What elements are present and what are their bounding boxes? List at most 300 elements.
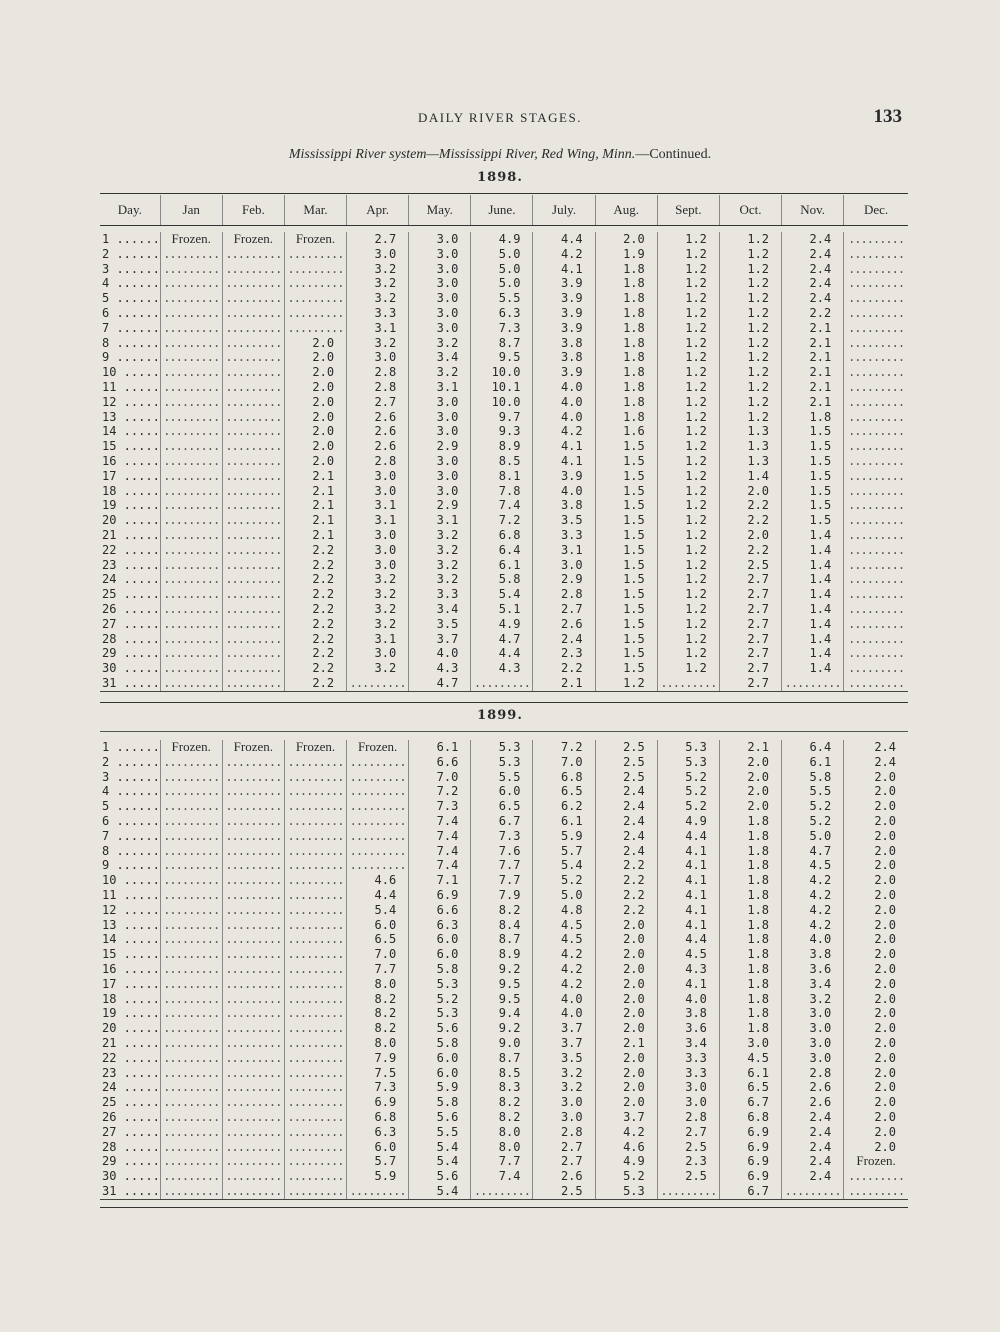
stage-cell: 4.4 <box>471 646 533 661</box>
stage-cell: ......... <box>160 424 222 439</box>
stage-cell: 8.2 <box>347 1006 409 1021</box>
stage-cell: 1.2 <box>657 558 719 573</box>
column-header: Mar. <box>284 195 346 226</box>
table-row <box>100 484 908 499</box>
table-row <box>100 632 908 647</box>
stage-cell: ......... <box>657 1184 719 1199</box>
stage-cell: 2.0 <box>844 873 908 888</box>
stage-cell: 1.2 <box>657 572 719 587</box>
day-cell: 19 ..... <box>102 1006 160 1021</box>
stage-cell: ......... <box>844 484 908 499</box>
stage-cell: 2.0 <box>595 947 657 962</box>
stage-cell: ......... <box>844 276 908 291</box>
stage-cell: ......... <box>222 365 284 380</box>
stage-cell: ......... <box>844 587 908 602</box>
stage-cell: 1.8 <box>719 947 781 962</box>
stage-cell: ......... <box>222 513 284 528</box>
stage-cell: ......... <box>160 829 222 844</box>
stage-cell: 3.0 <box>657 1080 719 1095</box>
stage-cell: 3.2 <box>347 587 409 602</box>
stage-cell: 8.3 <box>471 1080 533 1095</box>
stage-cell: 2.0 <box>284 424 346 439</box>
day-cell: 15 ..... <box>102 439 160 454</box>
stage-cell: Frozen. <box>160 740 222 755</box>
stage-cell: 2.7 <box>719 602 781 617</box>
stage-cell: 8.9 <box>471 439 533 454</box>
stage-cell: 4.1 <box>657 977 719 992</box>
day-cell: 4 ...... <box>102 276 160 291</box>
stage-cell: 8.4 <box>471 918 533 933</box>
stage-cell: 9.4 <box>471 1006 533 1021</box>
stage-cell: 5.2 <box>657 784 719 799</box>
stage-cell: 2.9 <box>409 439 471 454</box>
day-cell: 29 ..... <box>102 646 160 661</box>
stage-cell: 2.0 <box>719 484 781 499</box>
column-header: Feb. <box>222 195 284 226</box>
table-row <box>100 454 908 469</box>
stage-cell: 2.0 <box>595 918 657 933</box>
stage-cell: ......... <box>284 1140 346 1155</box>
day-cell: 20 ..... <box>102 513 160 528</box>
stage-cell: 8.2 <box>471 1110 533 1125</box>
stage-cell: ......... <box>284 992 346 1007</box>
stage-cell: 6.0 <box>471 784 533 799</box>
stage-cell: 8.2 <box>471 903 533 918</box>
stage-cell: ......... <box>284 1066 346 1081</box>
stage-cell: 1.2 <box>719 410 781 425</box>
stage-cell: 2.2 <box>284 661 346 676</box>
stage-cell: 6.5 <box>471 799 533 814</box>
stage-cell: 9.0 <box>471 1036 533 1051</box>
stage-cell: 4.0 <box>533 1006 595 1021</box>
day-cell: 23 ..... <box>102 557 160 572</box>
table-row <box>100 306 908 321</box>
stage-cell: ......... <box>160 321 222 336</box>
stage-cell: 5.4 <box>347 903 409 918</box>
stage-cell: 7.4 <box>409 814 471 829</box>
stage-cell: 1.5 <box>595 513 657 528</box>
stage-cell: ......... <box>160 484 222 499</box>
stage-cell: 3.7 <box>409 632 471 647</box>
stage-cell: ......... <box>222 947 284 962</box>
stage-cell: 1.8 <box>719 903 781 918</box>
stage-cell: 4.5 <box>533 918 595 933</box>
stage-cell: ......... <box>844 528 908 543</box>
stage-cell: ......... <box>222 858 284 873</box>
stage-cell: 9.2 <box>471 1021 533 1036</box>
stage-cell: 2.2 <box>719 498 781 513</box>
stage-cell: 4.2 <box>782 903 844 918</box>
stage-cell: ......... <box>347 676 409 691</box>
stage-cell: 7.4 <box>409 829 471 844</box>
stage-cell: 5.5 <box>471 770 533 785</box>
stage-cell: 4.1 <box>533 454 595 469</box>
stage-cell: ......... <box>160 247 222 262</box>
stage-cell: ......... <box>222 632 284 647</box>
stage-cell: ......... <box>160 380 222 395</box>
stage-cell: Frozen. <box>284 740 346 755</box>
stage-cell: 2.2 <box>284 676 346 691</box>
stage-cell: 2.5 <box>657 1169 719 1184</box>
stage-cell: 3.0 <box>409 395 471 410</box>
day-cell: 19 ..... <box>102 498 160 513</box>
stage-cell: 3.3 <box>657 1051 719 1066</box>
stage-cell: ......... <box>844 572 908 587</box>
column-header: Sept. <box>657 195 719 226</box>
subtitle-tail: —Continued. <box>635 147 712 162</box>
stage-cell: 1.2 <box>657 543 719 558</box>
stage-cell: 1.8 <box>719 992 781 1007</box>
stage-cell: 1.5 <box>782 498 844 513</box>
table-row <box>100 962 908 977</box>
table-1898 <box>100 195 908 692</box>
year-1898-heading: 1898. <box>477 170 523 185</box>
stage-cell: 1.5 <box>595 498 657 513</box>
stage-cell: 5.4 <box>409 1140 471 1155</box>
stage-cell: ......... <box>284 262 346 277</box>
stage-cell: 2.0 <box>595 232 657 247</box>
stage-cell: ......... <box>160 947 222 962</box>
stage-cell: 7.7 <box>471 1154 533 1169</box>
stage-cell: 2.2 <box>595 888 657 903</box>
stage-cell: 6.7 <box>471 814 533 829</box>
stage-cell: 2.4 <box>782 1169 844 1184</box>
stage-cell: 10.0 <box>471 365 533 380</box>
stage-cell: 3.2 <box>347 336 409 351</box>
stage-cell: ......... <box>284 858 346 873</box>
stage-cell: 2.8 <box>657 1110 719 1125</box>
stage-cell: 3.2 <box>347 661 409 676</box>
stage-cell: 1.8 <box>782 410 844 425</box>
stage-cell: ......... <box>222 1066 284 1081</box>
table-row <box>100 572 908 587</box>
stage-cell: ......... <box>844 617 908 632</box>
stage-cell: 1.6 <box>595 424 657 439</box>
stage-cell: 1.4 <box>782 602 844 617</box>
stage-cell: 4.8 <box>533 903 595 918</box>
stage-cell: ......... <box>160 1110 222 1125</box>
day-cell: 10 ..... <box>102 873 160 888</box>
stage-cell: 1.5 <box>595 661 657 676</box>
stage-cell: 5.8 <box>782 770 844 785</box>
stage-cell: 1.2 <box>657 661 719 676</box>
bottom-rule-1899 <box>100 1207 908 1208</box>
stage-cell: 1.5 <box>595 543 657 558</box>
table-row <box>100 799 908 814</box>
stage-cell: 3.0 <box>409 321 471 336</box>
stage-cell: ......... <box>160 844 222 859</box>
stage-cell: 2.1 <box>719 740 781 755</box>
stage-cell: 1.5 <box>782 484 844 499</box>
stage-cell: 3.8 <box>657 1006 719 1021</box>
day-cell: 10 ..... <box>102 365 160 380</box>
stage-cell: 8.1 <box>471 469 533 484</box>
stage-cell: 1.2 <box>657 232 719 247</box>
stage-cell: 10.0 <box>471 395 533 410</box>
table-row <box>100 947 908 962</box>
stage-cell: ......... <box>844 454 908 469</box>
stage-cell: ......... <box>160 587 222 602</box>
stage-cell: 6.6 <box>409 903 471 918</box>
stage-cell: 1.2 <box>657 632 719 647</box>
stage-cell: 6.7 <box>719 1184 781 1199</box>
table-row <box>100 770 908 785</box>
stage-cell: 2.6 <box>782 1095 844 1110</box>
stage-cell: 1.5 <box>595 646 657 661</box>
stage-cell: ......... <box>222 1006 284 1021</box>
table-row <box>100 646 908 661</box>
table-row <box>100 424 908 439</box>
stage-cell: 2.1 <box>284 498 346 513</box>
stage-cell: 1.5 <box>782 439 844 454</box>
stage-cell: ......... <box>844 365 908 380</box>
stage-cell: 2.0 <box>844 1066 908 1081</box>
table-row <box>100 1095 908 1110</box>
stage-cell: 2.7 <box>347 395 409 410</box>
stage-cell: 5.3 <box>657 740 719 755</box>
stage-cell: 2.2 <box>284 632 346 647</box>
stage-cell: 3.3 <box>533 528 595 543</box>
stage-cell: 4.4 <box>533 232 595 247</box>
day-cell: 3 ...... <box>102 261 160 276</box>
stage-cell: 4.0 <box>533 395 595 410</box>
stage-cell: 3.8 <box>533 350 595 365</box>
column-header: Apr. <box>347 195 409 226</box>
stage-cell: 3.9 <box>533 291 595 306</box>
day-cell: 11 ..... <box>102 379 160 394</box>
stage-cell: 2.0 <box>844 799 908 814</box>
stage-cell: 5.2 <box>409 992 471 1007</box>
stage-cell: ......... <box>844 1169 908 1184</box>
day-cell: 16 ..... <box>102 961 160 976</box>
stage-cell: 3.9 <box>533 276 595 291</box>
stage-cell: 1.2 <box>657 365 719 380</box>
day-cell: 27 ..... <box>102 616 160 631</box>
stage-cell: 7.4 <box>471 498 533 513</box>
stage-cell: ......... <box>222 1125 284 1140</box>
table-row <box>100 784 908 799</box>
stage-cell: 6.9 <box>719 1125 781 1140</box>
stage-cell: ......... <box>160 770 222 785</box>
stage-cell: 2.0 <box>844 947 908 962</box>
stage-cell: 4.2 <box>782 918 844 933</box>
stage-cell: ......... <box>222 587 284 602</box>
stage-cell: 5.0 <box>471 247 533 262</box>
stage-cell: ......... <box>222 1021 284 1036</box>
stage-cell: ......... <box>347 784 409 799</box>
stage-cell: 3.9 <box>533 469 595 484</box>
stage-cell: 3.0 <box>409 484 471 499</box>
stage-cell: 4.0 <box>657 992 719 1007</box>
stage-cell: 6.0 <box>347 918 409 933</box>
stage-cell: 7.4 <box>409 858 471 873</box>
stage-cell: 6.9 <box>719 1154 781 1169</box>
stage-cell: 4.1 <box>533 262 595 277</box>
stage-cell: ......... <box>284 755 346 770</box>
stage-cell: 4.3 <box>657 962 719 977</box>
stage-cell: ......... <box>284 932 346 947</box>
stage-cell: 2.0 <box>844 918 908 933</box>
stage-cell: ......... <box>222 498 284 513</box>
stage-cell: 3.0 <box>409 262 471 277</box>
day-cell: 24 ..... <box>102 572 160 587</box>
stage-cell: 4.0 <box>409 646 471 661</box>
stage-cell: ......... <box>284 1080 346 1095</box>
stage-cell: ......... <box>160 1021 222 1036</box>
stage-cell: 1.5 <box>782 424 844 439</box>
stage-cell: 2.7 <box>533 602 595 617</box>
stage-cell: 6.6 <box>409 755 471 770</box>
stage-cell: ......... <box>284 291 346 306</box>
stage-cell: 3.2 <box>409 558 471 573</box>
stage-cell: 4.6 <box>347 873 409 888</box>
stage-cell: ......... <box>160 350 222 365</box>
stage-cell: 1.5 <box>595 617 657 632</box>
stage-cell: 5.9 <box>533 829 595 844</box>
stage-cell: 4.4 <box>657 829 719 844</box>
stage-cell: ......... <box>284 903 346 918</box>
stage-cell: 3.8 <box>533 498 595 513</box>
stage-cell: 2.0 <box>844 829 908 844</box>
day-cell: 30 ..... <box>102 1169 160 1184</box>
stage-cell: 3.8 <box>782 947 844 962</box>
stage-cell: 1.2 <box>657 602 719 617</box>
stage-cell: 3.4 <box>409 350 471 365</box>
stage-cell: 1.5 <box>595 558 657 573</box>
stage-cell: 2.4 <box>782 262 844 277</box>
stage-cell: 4.5 <box>782 858 844 873</box>
day-cell: 13 ..... <box>102 409 160 424</box>
column-header: Oct. <box>719 195 781 226</box>
stage-cell: ......... <box>222 814 284 829</box>
stage-cell: ......... <box>284 873 346 888</box>
stage-cell: 7.7 <box>471 873 533 888</box>
stage-cell: 4.2 <box>533 977 595 992</box>
stage-cell: ......... <box>284 888 346 903</box>
stage-cell: ......... <box>160 1169 222 1184</box>
stage-cell: 1.4 <box>782 646 844 661</box>
page-number: 133 <box>873 106 902 127</box>
table-row <box>100 1066 908 1081</box>
stage-cell: 6.9 <box>409 888 471 903</box>
stage-cell: ......... <box>471 1184 533 1199</box>
table-row <box>100 1051 908 1066</box>
stage-cell: ......... <box>160 1051 222 1066</box>
stage-cell: ......... <box>222 617 284 632</box>
stage-cell: ......... <box>222 661 284 676</box>
stage-cell: 2.4 <box>782 232 844 247</box>
stage-cell: 5.0 <box>533 888 595 903</box>
stage-cell: 2.0 <box>284 439 346 454</box>
stage-cell: 2.0 <box>719 770 781 785</box>
stage-cell: ......... <box>222 336 284 351</box>
stage-cell: 5.0 <box>782 829 844 844</box>
stage-cell: 2.0 <box>844 962 908 977</box>
stage-cell: 1.2 <box>657 247 719 262</box>
stage-cell: ......... <box>160 617 222 632</box>
stage-cell: 4.3 <box>409 661 471 676</box>
stage-cell: ......... <box>160 932 222 947</box>
stage-cell: ......... <box>222 888 284 903</box>
stage-cell: ......... <box>160 1080 222 1095</box>
stage-cell: ......... <box>222 1140 284 1155</box>
stage-cell: 3.0 <box>409 291 471 306</box>
day-cell: 5 ...... <box>102 291 160 306</box>
table-row <box>100 321 908 336</box>
table-row <box>100 932 908 947</box>
stage-cell: 1.8 <box>719 858 781 873</box>
table-row <box>100 276 908 291</box>
day-cell: 12 ..... <box>102 394 160 409</box>
stage-cell: 1.2 <box>719 365 781 380</box>
stage-cell: 2.7 <box>719 572 781 587</box>
table-row <box>100 291 908 306</box>
stage-cell: 3.6 <box>782 962 844 977</box>
table-row <box>100 262 908 277</box>
stage-cell: ......... <box>160 888 222 903</box>
stage-cell: 8.2 <box>347 992 409 1007</box>
stage-cell: 1.5 <box>595 572 657 587</box>
stage-cell: ......... <box>844 469 908 484</box>
stage-cell: 1.3 <box>719 439 781 454</box>
stage-cell: 1.8 <box>719 829 781 844</box>
stage-cell: ......... <box>160 365 222 380</box>
table-row <box>100 873 908 888</box>
stage-cell: 3.7 <box>533 1036 595 1051</box>
stage-cell: 3.9 <box>533 321 595 336</box>
day-cell: 4 ...... <box>102 784 160 799</box>
stage-cell: 2.0 <box>595 977 657 992</box>
stage-cell: ......... <box>222 1080 284 1095</box>
stage-cell: ......... <box>844 646 908 661</box>
stage-cell: 5.8 <box>471 572 533 587</box>
stage-cell: 1.2 <box>657 350 719 365</box>
stage-cell: 1.2 <box>719 291 781 306</box>
stage-cell: ......... <box>222 543 284 558</box>
stage-cell: 1.4 <box>782 661 844 676</box>
stage-cell: ......... <box>782 1184 844 1199</box>
stage-cell: 3.1 <box>347 321 409 336</box>
stage-cell: 2.7 <box>533 1154 595 1169</box>
stage-cell: 7.3 <box>471 829 533 844</box>
stage-cell: 8.0 <box>347 977 409 992</box>
stage-cell: 7.1 <box>409 873 471 888</box>
table-row <box>100 1154 908 1169</box>
stage-cell: 1.2 <box>657 513 719 528</box>
stage-cell: 5.3 <box>471 740 533 755</box>
stage-cell: 2.2 <box>284 646 346 661</box>
stage-cell: ......... <box>844 321 908 336</box>
stage-cell: ......... <box>222 1154 284 1169</box>
table-row <box>100 439 908 454</box>
stage-cell: 7.4 <box>471 1169 533 1184</box>
stage-cell: 6.8 <box>533 770 595 785</box>
stage-cell: 1.2 <box>719 276 781 291</box>
stage-cell: 5.4 <box>409 1184 471 1199</box>
stage-cell: 1.5 <box>595 602 657 617</box>
stage-cell: 4.2 <box>595 1125 657 1140</box>
stage-cell: 2.1 <box>284 528 346 543</box>
stage-cell: 4.0 <box>533 380 595 395</box>
stage-cell: 1.8 <box>595 380 657 395</box>
stage-cell: ......... <box>160 498 222 513</box>
stage-cell: 1.2 <box>595 676 657 691</box>
stage-cell: ......... <box>160 646 222 661</box>
stage-cell: 2.0 <box>595 1066 657 1081</box>
stage-cell: 2.1 <box>782 350 844 365</box>
stage-cell: 2.2 <box>719 513 781 528</box>
stage-cell: 1.2 <box>657 484 719 499</box>
